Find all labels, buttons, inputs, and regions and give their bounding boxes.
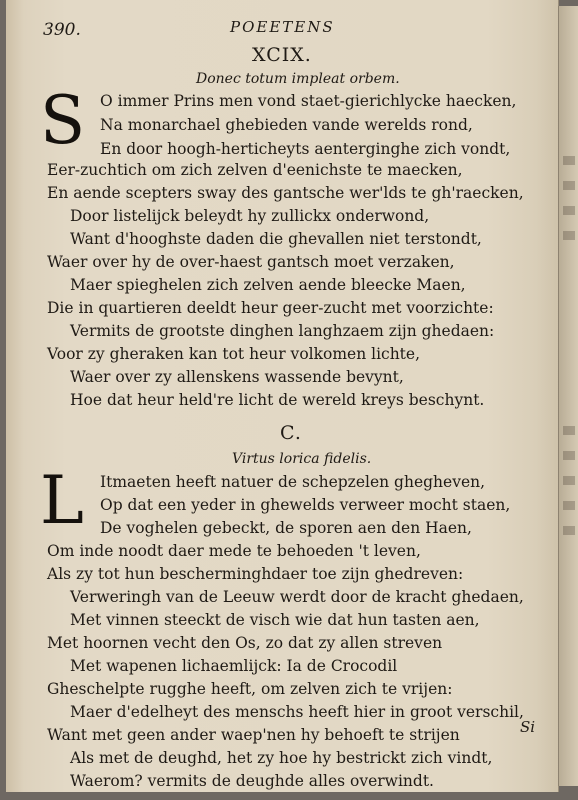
- verse-line: Met vinnen steeckt de visch wie dat hun tasten aen,: [70, 611, 480, 629]
- poem-motto-c: Virtus lorica fidelis.: [232, 451, 372, 467]
- verse-line: Als met de deughd, het zy hoe hy bestrickt zich vindt,: [70, 749, 493, 767]
- verse-line: En door hoogh-herticheyts aenterginghe zich vondt,: [100, 140, 511, 158]
- verse-line: Gheschelpte rugghe heeft, om zelven zich te vrijen:: [47, 680, 453, 698]
- catchword: Si: [520, 718, 536, 736]
- verse-line: Na monarchael ghebieden vande werelds rond,: [100, 116, 473, 134]
- verse-line: Itmaeten heeft natuer de schepzelen ghegheven,: [100, 473, 486, 491]
- facing-page-edge: [558, 6, 578, 786]
- verse-line: Waer over hy de over-haest gantsch moet verzaken,: [47, 253, 455, 271]
- verse-line: Waerom? vermits de deughde alles overwindt.: [70, 772, 434, 790]
- verse-line: Want met geen ander waep'nen hy behoeft te strijen: [47, 726, 460, 744]
- verse-line: En aende scepters sway des gantsche wer'lds te gh'raecken,: [47, 184, 524, 202]
- verse-line: O immer Prins men vond staet-gierichlycke haecken,: [100, 92, 517, 110]
- verse-line: Want d'hooghste daden die ghevallen niet terstondt,: [70, 230, 482, 248]
- verse-line: Hoe dat heur held're licht de wereld kreys beschynt.: [70, 391, 485, 409]
- running-head: POEETENS: [230, 18, 335, 36]
- verse-line: Eer-zuchtich om zich zelven d'eenichste te maecken,: [47, 161, 463, 179]
- poem-number-xcix: XCIX.: [252, 44, 312, 66]
- folio-number: 390.: [43, 20, 81, 40]
- drop-cap-s: S: [40, 82, 86, 159]
- verse-line: Met wapenen lichaemlijck: Ia de Crocodil: [70, 657, 398, 675]
- verse-line: De voghelen gebeckt, de sporen aen den Haen,: [100, 519, 472, 537]
- verse-line: Maer d'edelheyt des menschs heeft hier in groot verschil,: [70, 703, 524, 721]
- verse-line: Met hoornen vecht den Os, zo dat zy allen streven: [47, 634, 443, 652]
- verse-line: Als zy tot hun bescherminghdaer toe zijn ghedreven:: [47, 565, 464, 583]
- verse-line: Door listelijck beleydt hy zullickx onderwond,: [70, 207, 430, 225]
- verse-line: Om inde noodt daer mede te behoeden 't leven,: [47, 542, 421, 560]
- verse-line: Maer spieghelen zich zelven aende bleecke Maen,: [70, 276, 466, 294]
- poem-motto-xcix: Donec totum impleat orbem.: [196, 71, 400, 87]
- poem-number-c: C.: [280, 422, 302, 444]
- verse-line: Verweringh van de Leeuw werdt door de kracht ghedaen,: [70, 588, 524, 606]
- verse-line: Waer over zy allenskens wassende bevynt,: [70, 368, 404, 386]
- verse-line: Die in quartieren deeldt heur geer-zucht met voorzichte:: [47, 299, 494, 317]
- verse-line: Vermits de grootste dinghen langhzaem zijn ghedaen:: [70, 322, 495, 340]
- drop-cap-l: L: [40, 462, 84, 539]
- verse-line: Voor zy gheraken kan tot heur volkomen lichte,: [47, 345, 421, 363]
- verse-line: Op dat een yeder in ghewelds verweer mocht staen,: [100, 496, 511, 514]
